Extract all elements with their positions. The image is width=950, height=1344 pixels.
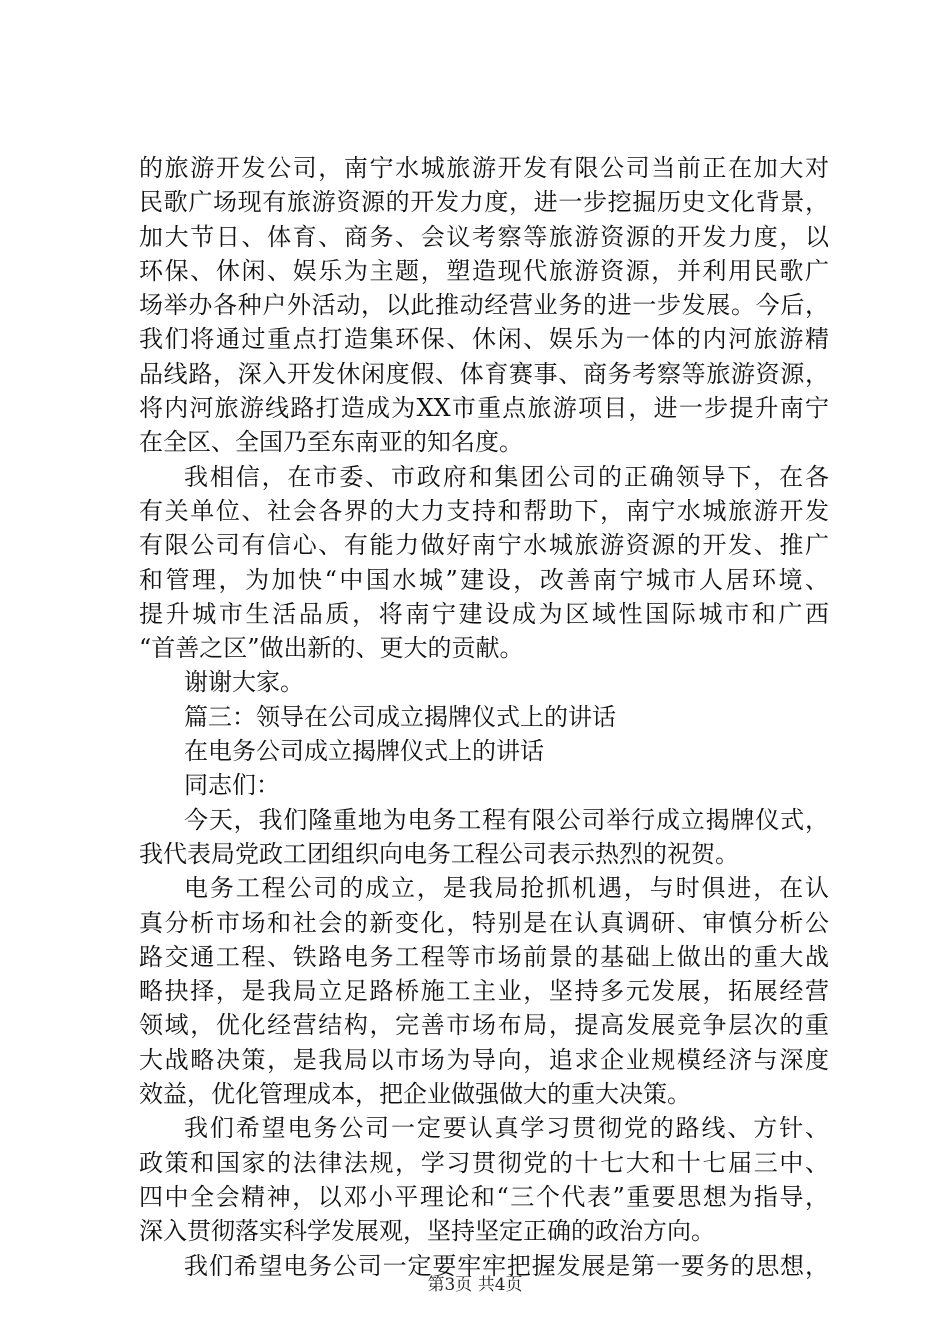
text-line: 政策和国家的法律法规，学习贯彻党的十七大和十七届三中、 [139, 1148, 829, 1177]
text-line: 民歌广场现有旅游资源的开发力度，进一步挖掘历史文化背景， [139, 188, 829, 217]
text-line: 品线路，深入开发休闲度假、体育赛事、商务考察等旅游资源， [139, 359, 829, 388]
text-line: 领域，优化经营结构，完善市场布局，提高发展竞争层次的重 [139, 1011, 829, 1040]
text-line: 的旅游开发公司，南宁水城旅游开发有限公司当前正在加大对 [139, 154, 829, 182]
text-line: 有关单位、社会各界的大力支持和帮助下，南宁水城旅游开发 [139, 496, 829, 525]
text-line: 和管理，为加快“中国水城”建设，改善南宁城市人居环境、 [139, 565, 829, 594]
text-line: 有限公司有信心、有能力做好南宁水城旅游资源的开发、推广 [139, 531, 829, 560]
text-line: 略抉择，是我局立足路桥施工主业，坚持多元发展，拓展经营 [139, 977, 829, 1006]
text-line: 路交通工程、铁路电务工程等市场前景的基础上做出的重大战 [139, 942, 829, 971]
text-line: 真分析市场和社会的新变化，特别是在认真调研、审慎分析公 [139, 908, 829, 937]
text-line: 四中全会精神，以邓小平理论和“三个代表”重要思想为指导， [139, 1182, 829, 1211]
text-line: 我代表局党政工团组织向电务工程公司表示热烈的祝贺。 [139, 839, 739, 868]
text-line: 场举办各种户外活动，以此推动经营业务的进一步发展。今后， [139, 291, 829, 320]
text-line: 我们希望电务公司一定要牢牢把握发展是第一要务的思想， [184, 1251, 829, 1280]
text-line: 在电务公司成立揭牌仪式上的讲话 [184, 737, 544, 766]
text-line: 将内河旅游线路打造成为XX市重点旅游项目，进一步提升南宁 [139, 394, 829, 423]
text-line: 效益，优化管理成本，把企业做强做大的重大决策。 [139, 1080, 691, 1109]
text-line: 在全区、全国乃至东南亚的知名度。 [139, 428, 523, 457]
text-line: 我相信，在市委、市政府和集团公司的正确领导下，在各 [184, 462, 829, 491]
text-line: 今天，我们隆重地为电务工程有限公司举行成立揭牌仪式， [184, 805, 829, 834]
text-line: 篇三：领导在公司成立揭牌仪式上的讲话 [184, 702, 616, 731]
text-line: 加大节日、体育、商务、会议考察等旅游资源的开发力度，以 [139, 222, 829, 251]
text-line: “首善之区”做出新的、更大的贡献。 [139, 634, 524, 663]
text-line: 电务工程公司的成立，是我局抢抓机遇，与时俱进，在认 [184, 874, 829, 903]
text-line: 我们将通过重点打造集环保、休闲、娱乐为一体的内河旅游精 [139, 325, 829, 354]
text-line: 环保、休闲、娱乐为主题，塑造现代旅游资源，并利用民歌广 [139, 256, 829, 285]
text-line: 同志们： [184, 771, 280, 800]
text-line: 大战略决策，是我局以市场为导向，追求企业规模经济与深度 [139, 1045, 829, 1074]
text-line: 提升城市生活品质，将南宁建设成为区域性国际城市和广西 [139, 599, 829, 628]
text-line: 谢谢大家。 [184, 668, 304, 697]
text-line: 深入贯彻落实科学发展观，坚持坚定正确的政治方向。 [139, 1217, 715, 1246]
text-line: 我们希望电务公司一定要认真学习贯彻党的路线、方针、 [184, 1114, 829, 1143]
page-footer: 第3页 共4页 [427, 1275, 523, 1295]
document-body [139, 151, 829, 1283]
